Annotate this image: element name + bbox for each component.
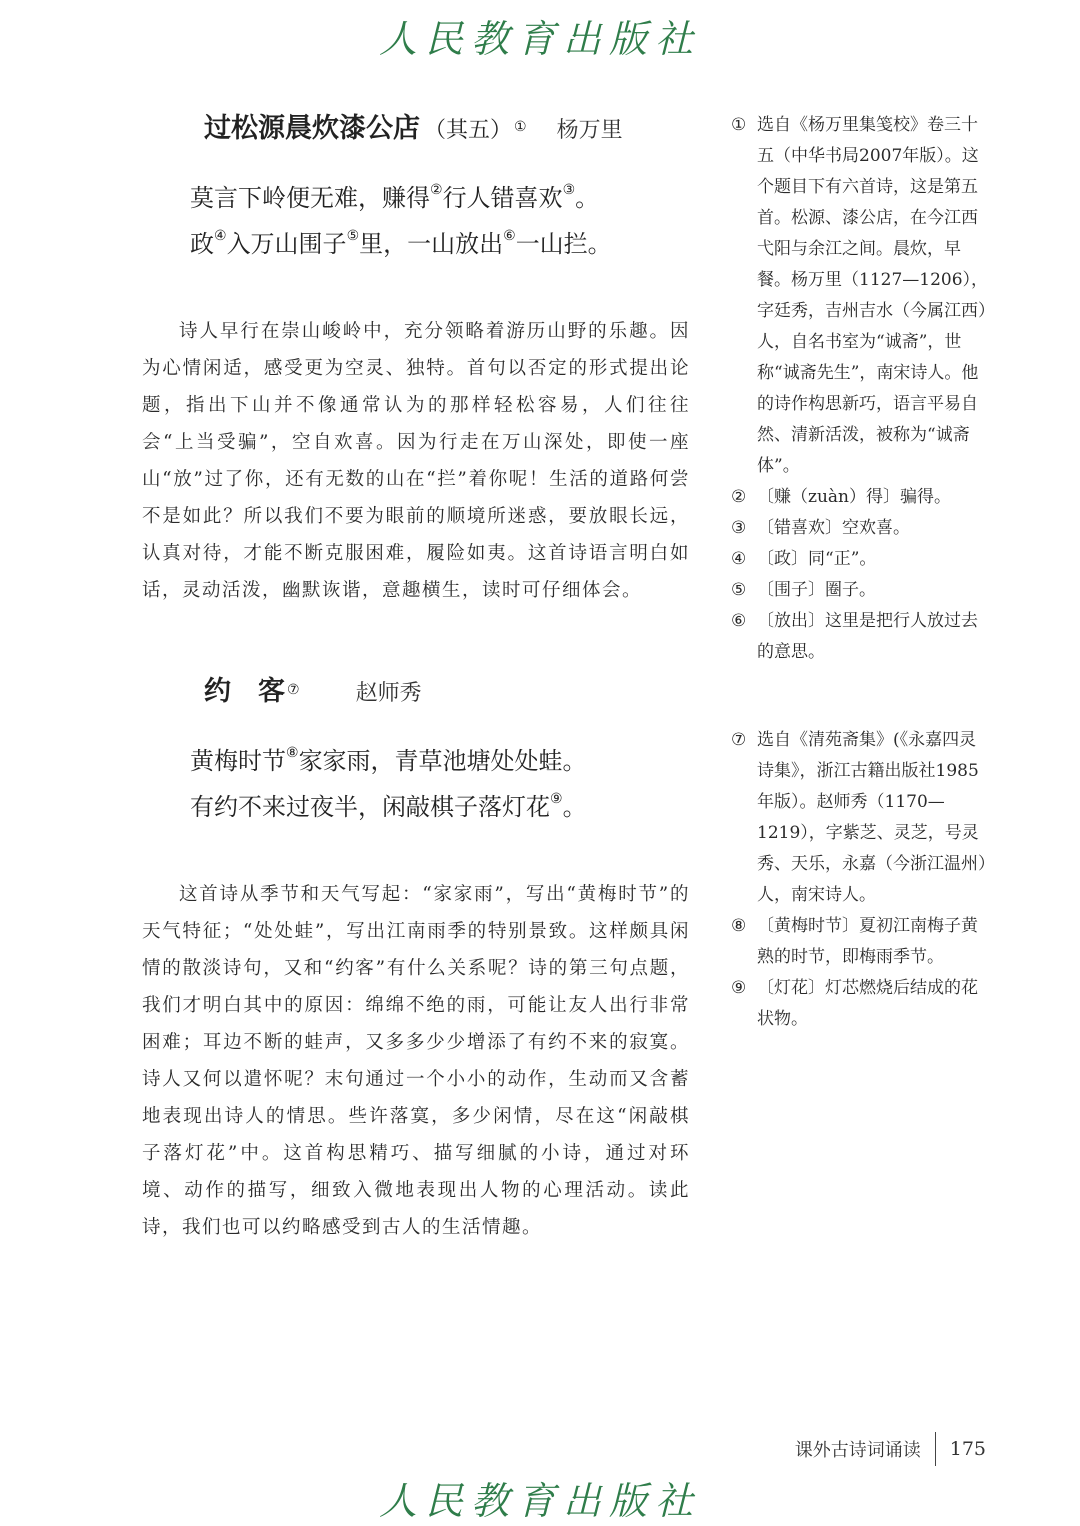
text-run: 里，一山放出: [359, 230, 504, 258]
footnote: [731, 110, 989, 482]
footnote-number: ⑨: [731, 978, 747, 998]
text-run: 。: [562, 793, 587, 821]
footnote: [731, 606, 989, 668]
note-ref: ②: [430, 182, 443, 198]
poem2-line-1: [190, 738, 690, 784]
footnote-number: ⑥: [731, 611, 747, 631]
poem1-line-2: [190, 221, 690, 267]
text-run: 莫言下岭便无难，赚得: [190, 184, 430, 212]
footnote: [731, 513, 989, 544]
footnote-text: 〔黄梅时节〕夏初江南梅子黄熟的时节，即梅雨季节。: [757, 916, 978, 967]
footnote-number: ④: [731, 549, 747, 569]
footnote-number: ③: [731, 518, 747, 538]
footnote-text: 〔赚（zuàn）得〕骗得。: [757, 487, 951, 507]
footnote: [731, 482, 989, 513]
text-run: 入万山围子: [226, 230, 347, 258]
footnote: [731, 725, 989, 911]
text-run: 政: [190, 230, 214, 258]
footnote-text: 〔错喜欢〕空欢喜。: [757, 518, 910, 538]
poem2-heading: [204, 669, 690, 708]
note-ref: ⑨: [550, 791, 563, 807]
text-run: 行人错喜欢: [442, 184, 563, 212]
poem2-essay: 这首诗从季节和天气写起：“家家雨”，写出“黄梅时节”的天气特征；“处处蛙”，写出江南雨季的特别景致。这样颇具闲情的散淡诗句，又和“约客”有什么关系呢？诗的第三句点题，我们才明白其中的原因：绵绵不绝的雨，可能让友人出行非常困难；耳边不断的蛙声，又多多少少增添了有约不来的寂寞。诗人又何以遣怀呢？末句通过一个小小的动作，生动而又含蓄地表现出诗人的情思。些许落寞，多少闲情，尽在这“闲敲棋子落灯花”中。这首构思精巧、描写细腻的小诗，通过对环境、动作的描写，细致入微地表现出人物的心理活动。读此诗，我们也可以约略感受到古人的生活情趣。: [142, 884, 690, 1238]
footnote: [731, 911, 989, 973]
footnote-text: 〔灯花〕灯芯燃烧后结成的花状物。: [757, 978, 978, 1029]
footnote-text: 〔放出〕这里是把行人放过去的意思。: [757, 611, 978, 662]
footnote: [731, 544, 989, 575]
text-run: 一山拦。: [515, 230, 612, 258]
poem2-line-2: [190, 784, 690, 830]
poem2-lines: [190, 738, 690, 830]
text-run: 家家雨，青草池塘处处蛙。: [298, 747, 587, 775]
poem1-author: 杨万里: [556, 118, 623, 143]
text-run: 。: [575, 184, 600, 212]
footnote-text: 〔围子〕圈子。: [757, 580, 876, 600]
poem1-title: 过松源晨炊漆公店: [204, 113, 420, 144]
footnote: [731, 575, 989, 606]
footer-divider: [935, 1432, 936, 1466]
poem1-note-ref: ①: [514, 119, 527, 135]
footnotes-poem1: [731, 110, 989, 668]
publisher-watermark-top: 人民教育出版社: [378, 17, 701, 61]
page-number: 175: [949, 1438, 986, 1460]
page-footer: [795, 1432, 986, 1466]
footnote-number: ⑧: [731, 916, 747, 936]
poem1-line-1: [190, 175, 690, 221]
footnote-number: ⑤: [731, 580, 747, 600]
section-title: 课外古诗词诵读: [794, 1440, 921, 1461]
note-ref: ⑥: [503, 228, 516, 244]
poem2-title: 约 客: [204, 676, 285, 707]
poem1-heading: [204, 106, 690, 145]
footnote: [731, 973, 989, 1035]
footnote-text: 选自《清苑斋集》(《永嘉四灵诗集》，浙江古籍出版社1985年版）。赵师秀（1170—1219），字紫芝、灵芝，号灵秀、天乐，永嘉（今浙江温州）人，南宋诗人。: [757, 730, 987, 905]
poem2-note-ref: ⑦: [287, 682, 300, 698]
text-run: 有约不来过夜半，闲敲棋子落灯花: [190, 793, 550, 821]
note-ref: ④: [214, 228, 227, 244]
note-ref: ⑤: [346, 228, 360, 244]
footnote-number: ②: [731, 487, 747, 507]
footnote-number: ①: [731, 115, 747, 135]
footnote-text: 选自《杨万里集笺校》卷三十五（中华书局2007年版）。这个题目下有六首诗，这是第五首。松源、漆公店，在今江西弋阳与余江之间。晨炊，早餐。杨万里（1127—1206），字廷秀，吉州吉水（今属江西）人，自名书室为“诚斋”，世称“诚斋先生”，南宋诗人。他的诗作构思新巧，语言平易自然、清新活泼，被称为“诚斋体”。: [757, 115, 989, 476]
footnote-text: 〔政〕同“正”。: [757, 549, 877, 569]
main-column: [142, 106, 690, 1246]
poem1-essay: 诗人早行在崇山峻岭中，充分领略着游历山野的乐趣。因为心情闲适，感受更为空灵、独特。首句以否定的形式提出论题，指出下山并不像通常认为的那样轻松容易，人们往往会“上当受骗”，空自欢喜。因为行走在万山深处，即使一座山“放”过了你，还有无数的山在“拦”着你呢！生活的道路何尝不是如此？所以我们不要为眼前的顺境所迷惑，要放眼长远，认真对待，才能不断克服困难，履险如夷。这首诗语言明白如话，灵动活泼，幽默诙谐，意趣横生，读时可仔细体会。: [142, 321, 690, 601]
note-ref: ③: [562, 182, 576, 198]
text-run: 黄梅时节: [190, 747, 286, 775]
note-ref: ⑧: [286, 745, 299, 761]
footnote-number: ⑦: [731, 730, 747, 750]
publisher-watermark-bottom: 人民教育出版社: [378, 1479, 701, 1523]
footnotes-poem2: [731, 725, 989, 1035]
poem2-author: 赵师秀: [355, 681, 422, 706]
poem1-subtitle: （其五）: [424, 118, 513, 143]
poem1-lines: [190, 175, 690, 267]
